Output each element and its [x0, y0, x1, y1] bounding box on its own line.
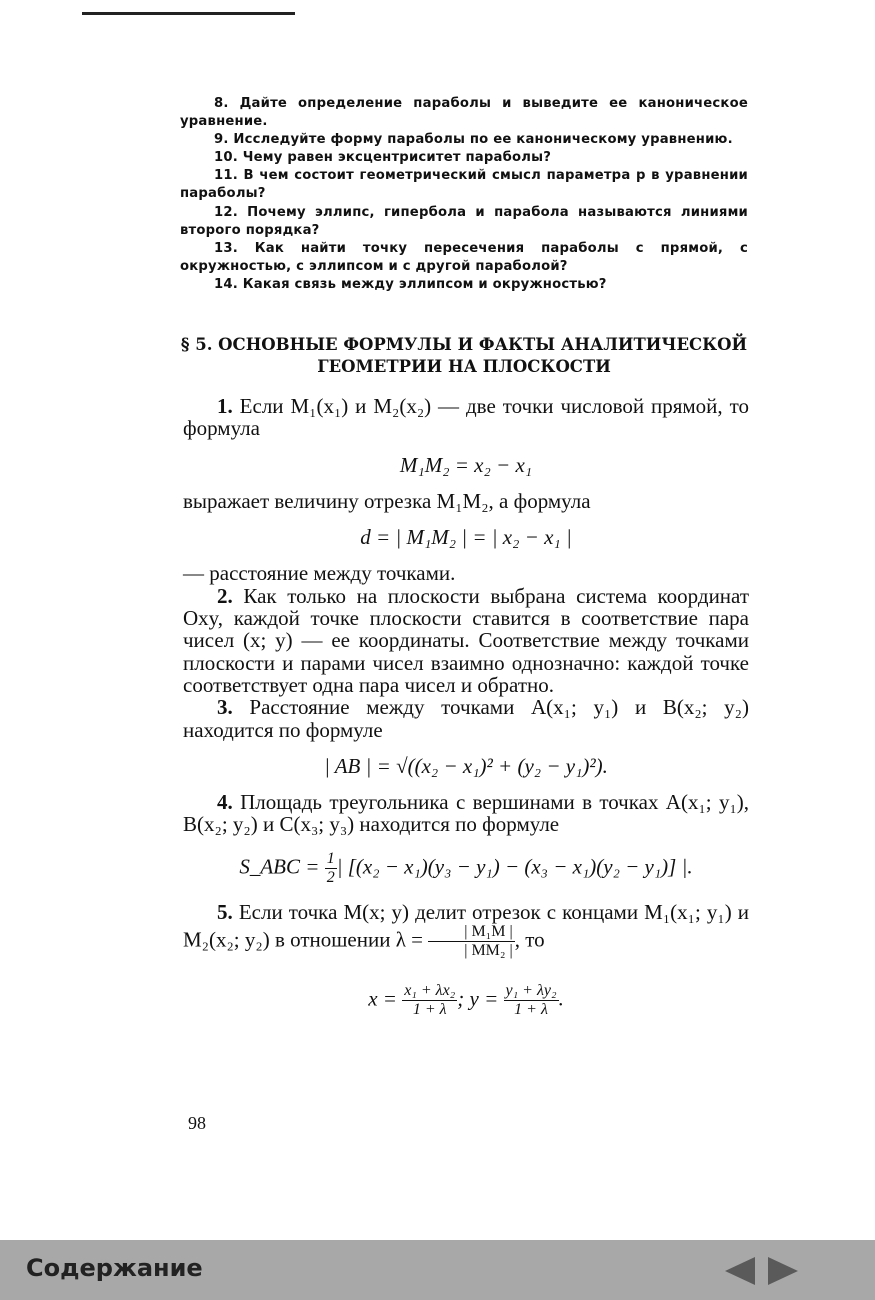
section-heading: [180, 334, 748, 378]
x-numerator: x₁ + λx₂: [404, 982, 456, 1000]
prev-page-arrow-icon[interactable]: [725, 1257, 755, 1285]
question-8: 8. Дайте определение параболы и выведите ее каноническое уравнение.: [180, 96, 748, 130]
paragraph-4-number: 4.: [217, 790, 233, 815]
paragraph-1-number: 1.: [217, 394, 233, 418]
paragraph-4-text: Площадь треугольника с вершинами в точках A(x₁; y₁), B(x₂; y₂) и C(x₃; y₃) находится по формуле: [183, 790, 750, 837]
formula-division-point: [183, 982, 749, 1019]
formula-area-half: [325, 850, 337, 887]
paragraph-1c: — расстояние между точками.: [183, 561, 456, 586]
paragraph-5-number: 5.: [217, 899, 233, 924]
half-numerator: 1: [326, 849, 335, 867]
section-heading-line2: ГЕОМЕТРИИ НА ПЛОСКОСТИ: [317, 357, 611, 376]
formula-distance-line: d = | M₁M₂ | = | x₂ − x₁ |: [360, 525, 572, 550]
y-numerator: y₁ + λy₂: [505, 982, 557, 1000]
half-denominator: 2: [326, 868, 335, 886]
formula-y-fraction: [504, 982, 559, 1019]
formula-x-label: x =: [368, 986, 397, 1011]
formula-area-right: | [(x₂ − x₁)(y₃ − y₁) − (x₃ − x₁)(y₂ − y₁)] |.: [336, 854, 693, 879]
top-rule: [82, 12, 295, 15]
paragraph-3: [183, 696, 749, 741]
paragraph-2-text: Как только на плоскости выбрана система координат Oxy, каждой точке плоскости ставится в соответствие пара чисел (x; y) — ее координаты. Соответствие между точками плоскости и парами чисел взаимно однозначно: каждой точке соответствует одна пара чисел и обратно.: [183, 583, 749, 697]
paragraph-1b: выражает величину отрезка M₁M₂, а формула: [183, 488, 591, 513]
paragraph-4: [183, 791, 749, 836]
question-9: 9. Исследуйте форму параболы по ее каноническому уравнению.: [214, 132, 733, 148]
formula-distance-plane: | AB | = √((x₂ − x₁)² + (y₂ − y₁)²).: [324, 753, 608, 778]
paragraph-5-end: , то: [514, 927, 545, 952]
paragraph-5: [183, 901, 749, 960]
paragraph-5-text: Если точка M(x; y) делит отрезок с концами M₁(x₁; y₁) и M₂(x₂; y₂) в отношении λ =: [183, 899, 749, 952]
x-denominator: 1 + λ: [412, 1001, 447, 1019]
footer-bar: [0, 1240, 875, 1300]
paragraph-3-number: 3.: [217, 695, 233, 720]
paragraph-2: [183, 585, 749, 696]
next-page-arrow-icon[interactable]: [768, 1257, 798, 1285]
formula-segment-value: M₁M₂ = x₂ − x₁: [399, 452, 533, 477]
review-questions: [180, 95, 748, 294]
formula-separator: ; y =: [457, 986, 499, 1011]
question-13: 13. Как найти точку пересечения параболы с прямой, с окружностью, с эллипсом и с другой параболой?: [180, 240, 748, 274]
formula-end: .: [558, 986, 564, 1011]
paragraph-3-text: Расстояние между точками A(x₁; y₁) и B(x₂; y₂) находится по формуле: [183, 695, 749, 742]
question-14: 14. Какая связь между эллипсом и окружностью?: [214, 276, 607, 292]
formula-x-fraction: [402, 982, 457, 1019]
formula-triangle-area: [183, 850, 749, 887]
formula-area-left: S_ABC =: [239, 854, 325, 879]
paragraph-1: [183, 395, 749, 440]
paragraph-1-text: Если M₁(x₁) и M₂(x₂) — две точки числовой прямой, то формула: [183, 394, 749, 441]
section-heading-line1: § 5. ОСНОВНЫЕ ФОРМУЛЫ И ФАКТЫ АНАЛИТИЧЕСКОЙ: [180, 335, 748, 354]
y-denominator: 1 + λ: [514, 1001, 548, 1019]
paragraph-2-number: 2.: [217, 583, 233, 608]
question-12: 12. Почему эллипс, гипербола и парабола называются линиями второго порядка?: [180, 204, 748, 238]
contents-link[interactable]: Содержание: [26, 1254, 203, 1282]
ratio-numerator: | M₁M |: [428, 923, 514, 942]
question-11: 11. В чем состоит геометрический смысл параметра p в уравнении параболы?: [180, 168, 748, 202]
page-number: 98: [188, 1113, 206, 1133]
question-10: 10. Чему равен эксцентриситет параболы?: [214, 150, 552, 166]
ratio-fraction: [428, 923, 514, 960]
ratio-denominator: | MM₂ |: [464, 942, 513, 960]
section-body: [183, 395, 749, 1033]
